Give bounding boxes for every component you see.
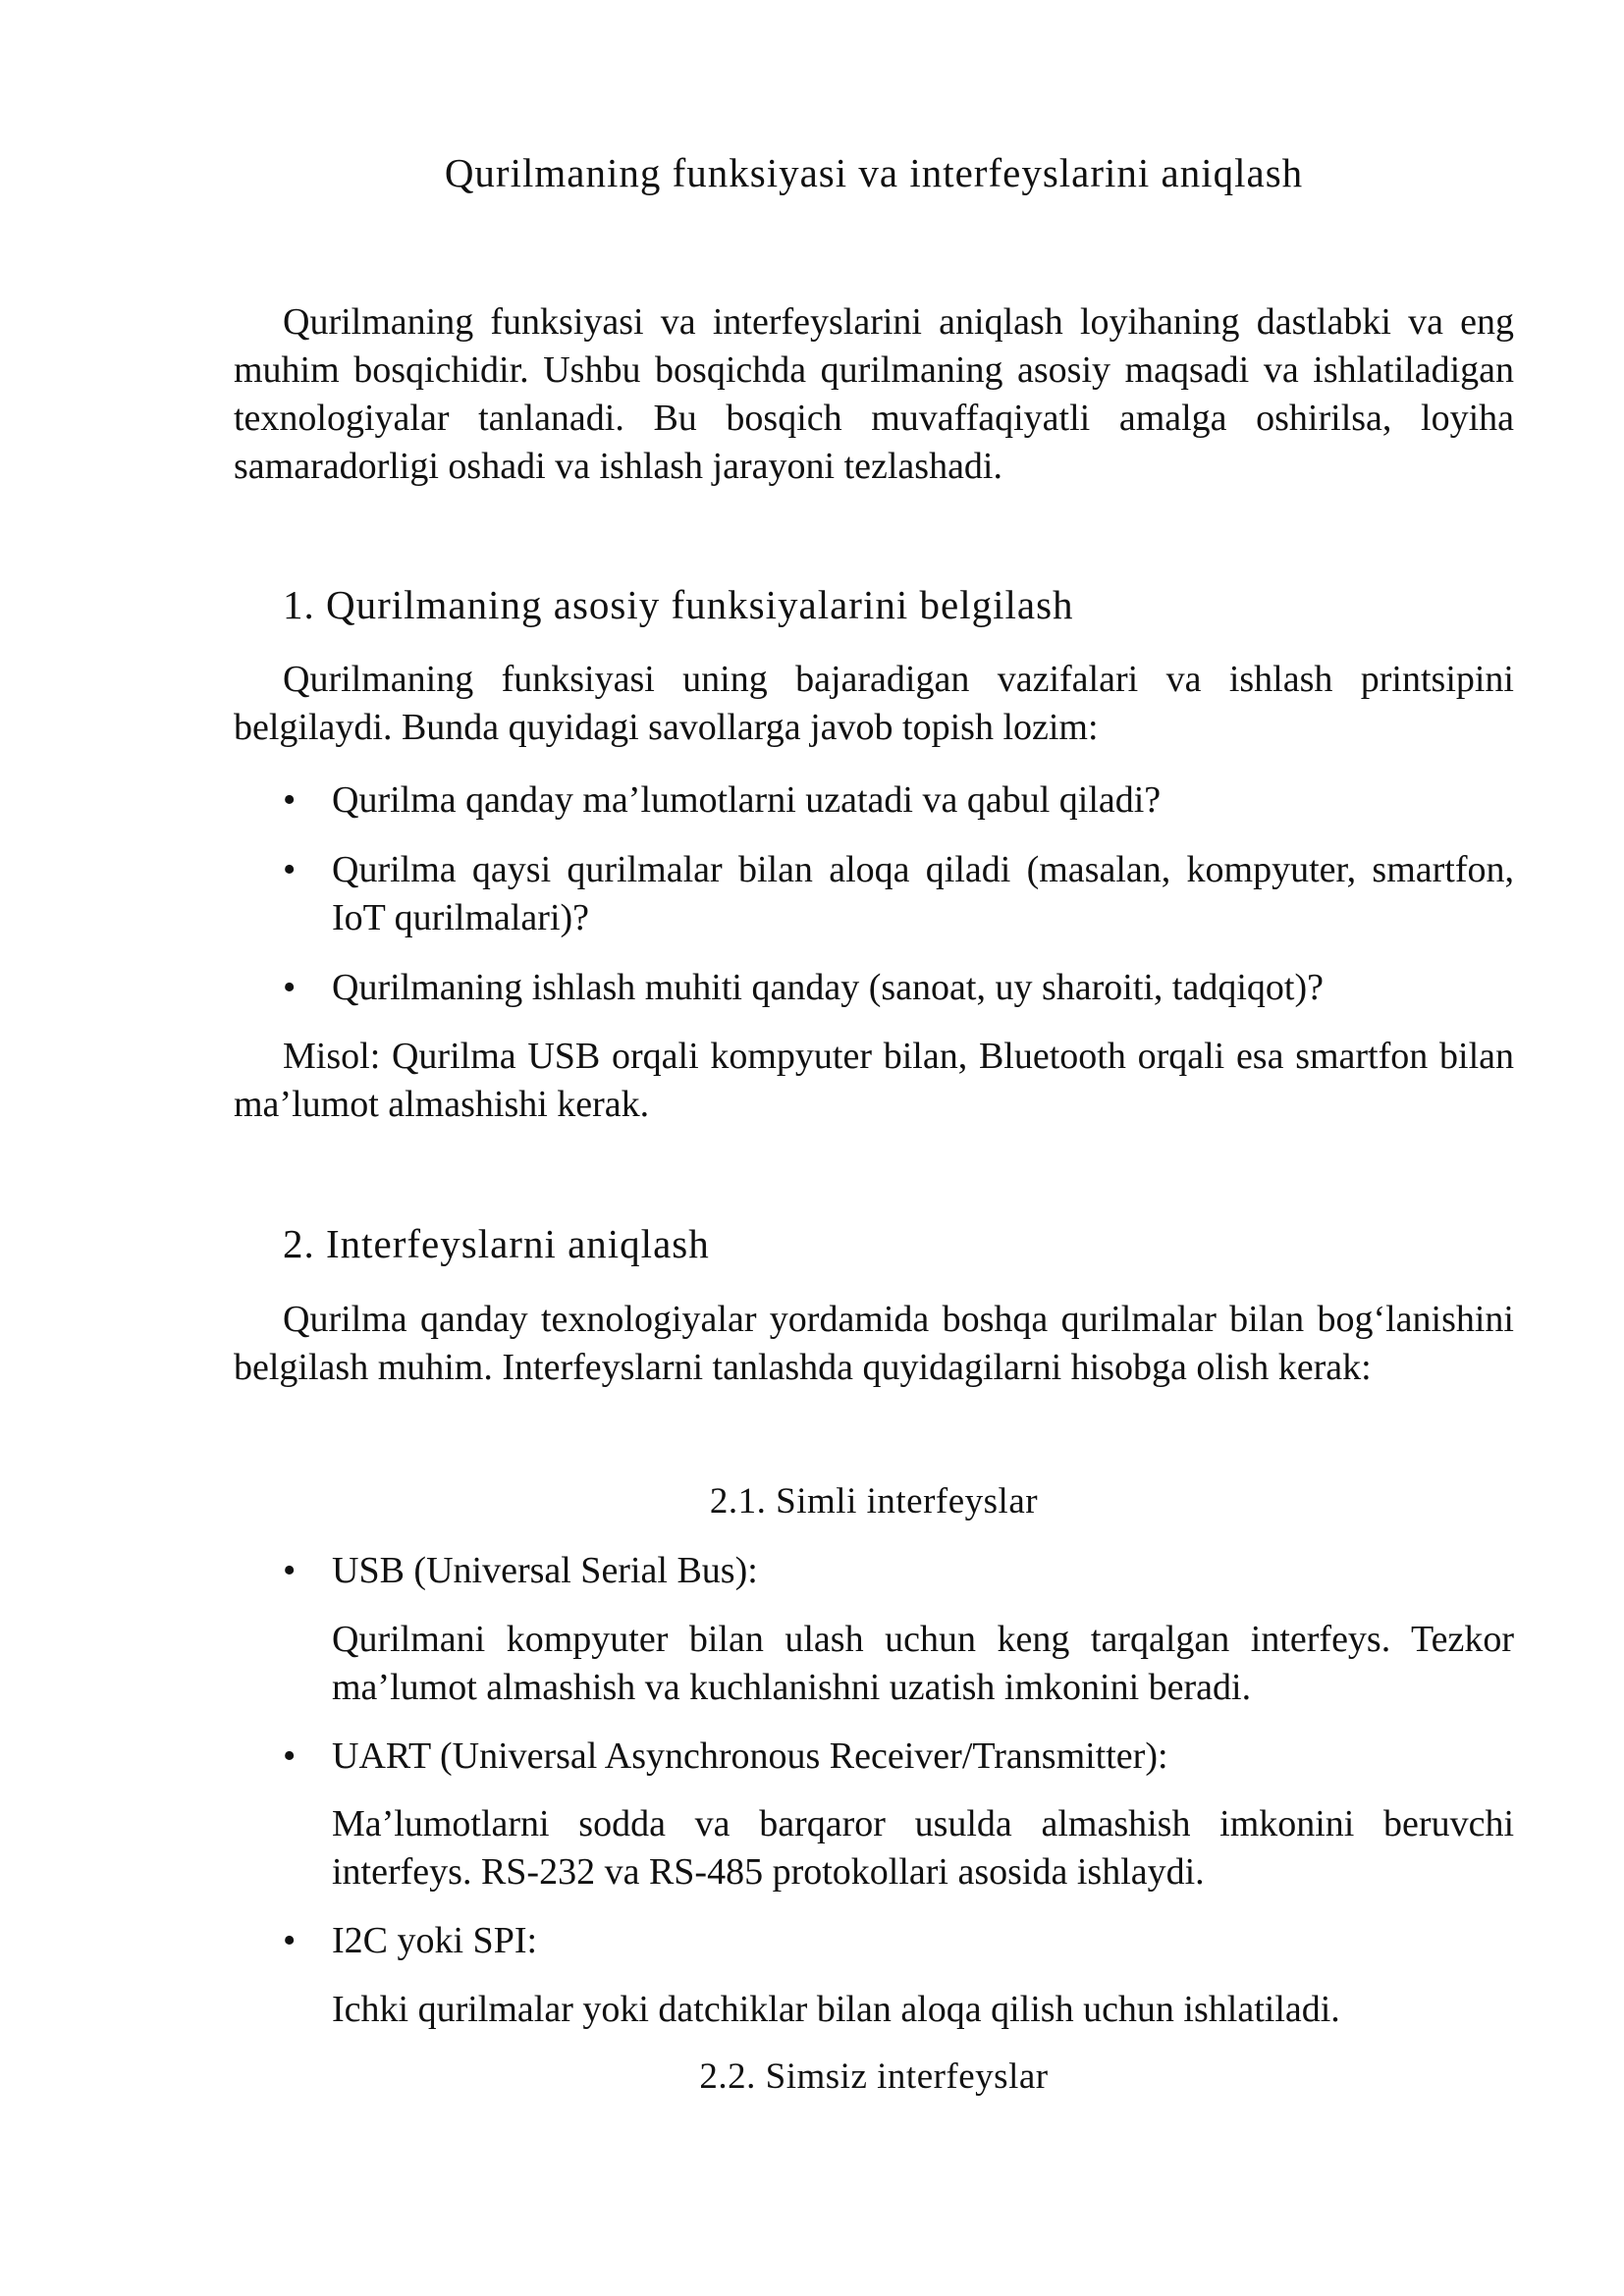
list-item (234, 1547, 1514, 1595)
interface-description: Ma’lumotlarni sodda va barqaror usulda almashish imkonini beruvchi interfeys. RS-232 va RS-485 protokollari asosida ishlaydi. (332, 1803, 1514, 1893)
list-item-text: Qurilmaning ishlash muhiti qanday (sanoat, uy sharoiti, tadqiqot)? (332, 967, 1324, 1008)
bullet-icon: • (283, 1735, 297, 1777)
subsection-2-2-heading: 2.2. Simsiz interfeyslar (699, 2056, 1049, 2097)
example-paragraph: Misol: Qurilma USB orqali kompyuter bilan, Bluetooth orqali esa smartfon bilan ma’lumot almashishi kerak. (234, 1036, 1514, 1125)
list-item-text: USB (Universal Serial Bus): (332, 1550, 758, 1591)
intro-paragraph: Qurilmaning funksiyasi va interfeyslarini aniqlash loyihaning dastlabki va eng muhim bosqichidir. Ushbu bosqichda qurilmaning asosiy maqsadi va ishlatiladigan texnologiyalar tanlanadi. Bu bosqich muvaffaqiyatli amalga oshirilsa, loyiha samaradorligi oshadi va ishlash jarayoni tezlashadi. (234, 301, 1514, 487)
section-2-paragraph: Qurilma qanday texnologiyalar yordamida boshqa qurilmalar bilan bog‘lanishini belgilash muhim. Interfeyslarni tanlashda quyidagilarni hisobga olish kerak: (234, 1299, 1514, 1388)
bullet-icon: • (283, 967, 297, 1008)
interface-description: Qurilmani kompyuter bilan ulash uchun keng tarqalgan interfeys. Tezkor ma’lumot almashish va kuchlanishni uzatish imkonini beradi. (332, 1619, 1514, 1708)
interface-description: Ichki qurilmalar yoki datchiklar bilan aloqa qilish uchun ishlatiladi. (332, 1989, 1340, 2030)
list-item (234, 964, 1514, 1012)
subsection-2-1-heading: 2.1. Simli interfeyslar (709, 1481, 1039, 1522)
section-2-heading: 2. Interfeyslarni aniqlash (283, 1221, 710, 1266)
list-item (234, 776, 1514, 825)
bullet-icon: • (283, 849, 297, 890)
section-1-paragraph: Qurilmaning funksiyasi uning bajaradigan vazifalari va ishlash printsipini belgilaydi. Bunda quyidagi savollarga javob topish lozim: (234, 659, 1514, 748)
bullet-icon: • (283, 779, 297, 821)
list-item-text: Qurilma qanday ma’lumotlarni uzatadi va qabul qiladi? (332, 779, 1162, 821)
bullet-icon: • (283, 1550, 297, 1591)
list-item (234, 1917, 1514, 1965)
list-item (234, 846, 1514, 942)
list-item-text: I2C yoki SPI: (332, 1920, 538, 1961)
list-item (234, 1733, 1514, 1781)
section-1-heading: 1. Qurilmaning asosiy funksiyalarini belgilash (283, 582, 1074, 627)
list-item-text: Qurilma qaysi qurilmalar bilan aloqa qiladi (masalan, kompyuter, smartfon, IoT qurilmalari)? (332, 849, 1514, 938)
bullet-icon: • (283, 1920, 297, 1961)
list-item-text: UART (Universal Asynchronous Receiver/Transmitter): (332, 1735, 1168, 1777)
document-title: Qurilmaning funksiyasi va interfeyslarini aniqlash (444, 150, 1304, 195)
